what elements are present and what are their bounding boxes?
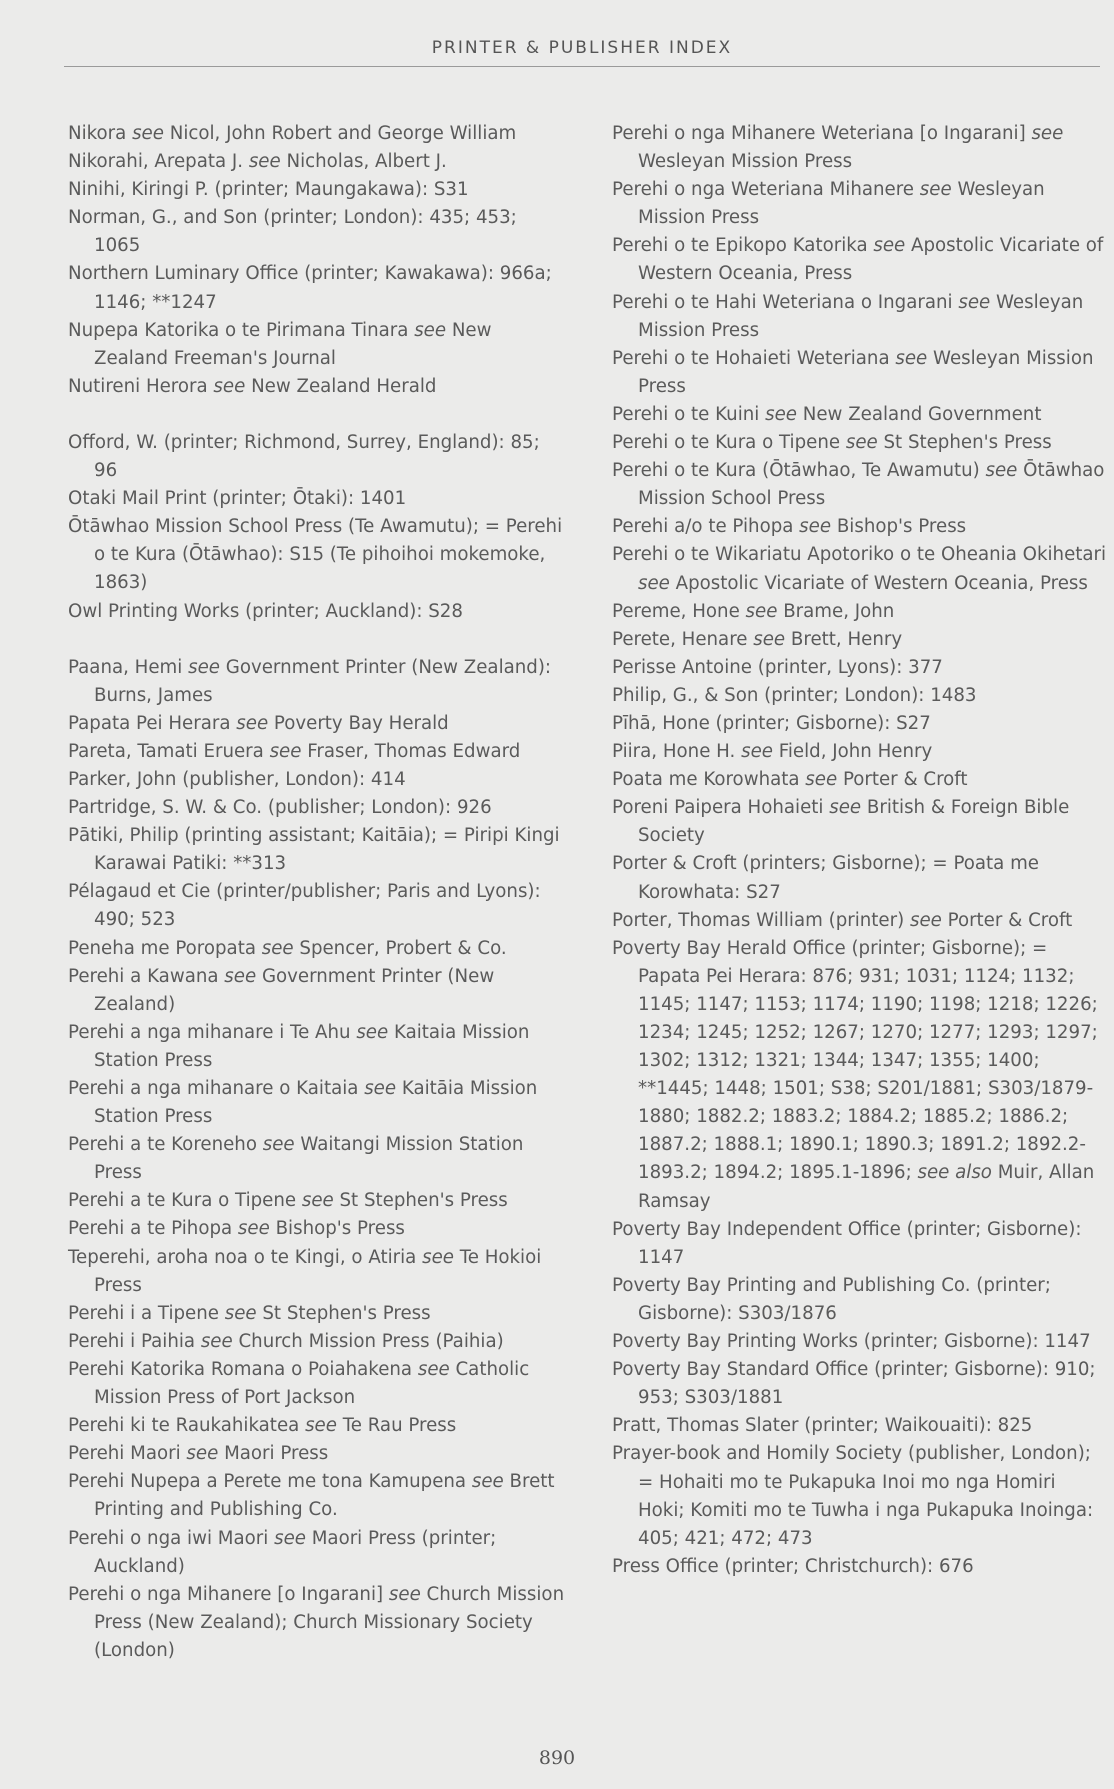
- entry-target: Catholic Mission Press of Port Jackson: [94, 1358, 530, 1409]
- see-reference: see: [132, 123, 164, 144]
- see-reference: see: [236, 712, 269, 734]
- index-entry: [612, 682, 1107, 710]
- entry-heading: Perehi o nga iwi Maori: [68, 1527, 275, 1549]
- see-reference: see: [224, 1302, 257, 1324]
- see-reference: see: [213, 375, 246, 397]
- entry-target: Porter & Croft: [941, 909, 1073, 931]
- index-entry: [68, 204, 568, 260]
- entry-heading: Perehi Maori: [68, 1443, 187, 1465]
- entry-target: New Zealand Freeman's Journal: [94, 319, 492, 369]
- see-reference: see: [741, 741, 773, 763]
- entry-target: Brett, Henry: [785, 628, 903, 650]
- entry-heading: Perehi ki te Raukahikatea: [68, 1415, 306, 1437]
- entry-target: Maori Press (printer; Auckland): [94, 1527, 497, 1577]
- index-entry: [612, 1440, 1107, 1552]
- index-entry: [612, 738, 1107, 766]
- see-reference: see: [805, 769, 838, 791]
- index-entry: [68, 373, 568, 401]
- entry-target: Ōtāwhao Mission School Press: [638, 460, 1105, 510]
- entry-heading: Nikorahi, Arepata J.: [68, 151, 249, 173]
- entry-heading: Pareta, Tamati Eruera: [68, 740, 270, 762]
- entry-target: Government Printer (New Zealand): [94, 965, 495, 1015]
- index-entry: [612, 541, 1107, 597]
- entry-heading: Pātiki, Philip (printing assistant; Kaitāia); = Piripi Kingi Karawai Patiki: **313: [68, 825, 560, 875]
- index-column-right: [612, 120, 1107, 1581]
- see-reference: see: [305, 1415, 337, 1437]
- index-column-left: [68, 120, 568, 1665]
- index-entry: [68, 766, 568, 794]
- see-reference: see: [958, 291, 991, 313]
- index-entry: [68, 963, 568, 1019]
- entry-heading: Ninihi, Kiringi P. (printer; Maungakawa): S31: [68, 179, 469, 201]
- index-entry: [68, 1187, 568, 1215]
- see-reference: see: [829, 797, 862, 819]
- section-gap: [68, 401, 568, 429]
- index-entry: [612, 1216, 1107, 1272]
- index-entry: [68, 654, 568, 710]
- entry-heading: Philip, G., & Son (printer; London): 1483: [612, 684, 977, 706]
- see-reference: see: [262, 1134, 295, 1156]
- index-entry: [68, 1328, 568, 1356]
- see-reference: see: [274, 1527, 306, 1549]
- entry-heading: Porter & Croft (printers; Gisborne); = Poata me Korowhata: S27: [612, 853, 1039, 903]
- entry-heading: Poata me Korowhata: [612, 769, 806, 791]
- index-entry: [612, 1553, 1107, 1581]
- entry-heading: Perehi a te Kura o Tipene: [68, 1190, 302, 1212]
- entry-heading: Perehi a/o te Pihopa: [612, 516, 800, 538]
- entry-heading: Perehi a te Koreneho: [68, 1134, 263, 1156]
- entry-target: Wesleyan Mission Press: [638, 347, 1094, 397]
- see-reference: see: [753, 628, 786, 650]
- entry-target: Government Printer (New Zealand): Burns, James: [94, 656, 552, 706]
- entry-target: Brame, John: [777, 600, 895, 622]
- index-entry: [612, 1412, 1107, 1440]
- section-gap: [68, 626, 568, 654]
- index-entry: [612, 598, 1107, 626]
- index-entry: [68, 1525, 568, 1581]
- entry-target: Nicholas, Albert J.: [280, 151, 447, 173]
- entry-heading: Perehi o te Epikopo Katorika: [612, 235, 874, 257]
- entry-heading: Poverty Bay Independent Office (printer; Gisborne): 1147: [612, 1218, 1082, 1268]
- see-reference: see also: [917, 1162, 992, 1184]
- index-entry: [612, 457, 1107, 513]
- entry-heading: Perehi a Kawana: [68, 965, 225, 987]
- see-reference: see: [765, 403, 797, 425]
- entry-target: Bishop's Press: [269, 1218, 405, 1240]
- entry-heading: Perisse Antoine (printer, Lyons): 377: [612, 656, 943, 678]
- see-reference: see: [422, 1246, 454, 1268]
- entry-heading: Perehi i a Tipene: [68, 1302, 225, 1324]
- entry-heading: Perehi o nga Weteriana Mihanere: [612, 179, 920, 201]
- entry-heading: Norman, G., and Son (printer; London): 435; 453; 1065: [68, 207, 517, 257]
- index-entry: [68, 120, 568, 148]
- index-entry: [612, 345, 1107, 401]
- entry-heading: Press Office (printer; Christchurch): 676: [612, 1555, 974, 1577]
- see-reference: see: [261, 937, 294, 959]
- entry-target: British & Foreign Bible Society: [638, 797, 1070, 847]
- entry-target: Apostolic Vicariate of Western Oceania, Press: [638, 235, 1104, 285]
- entry-heading: Perehi o te Hahi Weteriana o Ingarani: [612, 291, 959, 313]
- entry-heading: Piira, Hone H.: [612, 741, 742, 763]
- entry-target: Field, John Henry: [772, 741, 933, 763]
- index-entry: [68, 1019, 568, 1075]
- entry-target: Wesleyan Mission Press: [638, 291, 1084, 341]
- index-entry: [68, 738, 568, 766]
- entry-heading: Perehi a te Pihopa: [68, 1218, 238, 1240]
- see-reference: see: [799, 516, 832, 538]
- index-entry: [612, 626, 1107, 654]
- entry-heading: Papata Pei Herara: [68, 712, 237, 734]
- entry-heading: Offord, W. (printer; Richmond, Surrey, England): 85; 96: [68, 431, 540, 482]
- entry-target: Porter & Croft: [837, 769, 968, 791]
- entry-heading: Perete, Henare: [612, 628, 754, 650]
- index-entry: [612, 232, 1107, 288]
- see-reference: see: [417, 1358, 450, 1380]
- see-reference: see: [224, 965, 257, 987]
- entry-target: Bishop's Press: [831, 516, 967, 538]
- index-entry: [68, 1440, 568, 1468]
- entry-target: Maori Press: [218, 1443, 329, 1465]
- see-reference: see: [745, 600, 778, 622]
- entry-heading: Perehi a nga mihanare o Kaitaia: [68, 1078, 365, 1099]
- see-reference: see: [919, 179, 952, 201]
- entry-heading: Nupepa Katorika o te Pirimana Tinara: [68, 319, 415, 341]
- index-entry: [68, 878, 568, 934]
- see-reference: see: [364, 1078, 397, 1099]
- entry-target: Church Mission Press (Paihia): [232, 1330, 504, 1352]
- index-entry: [68, 822, 568, 878]
- index-entry: [612, 429, 1107, 457]
- entry-heading: Nikora: [68, 123, 133, 144]
- running-header: PRINTER & PUBLISHER INDEX: [64, 38, 1100, 67]
- index-entry: [68, 935, 568, 963]
- index-entry: [68, 1468, 568, 1524]
- entry-heading: Partridge, S. W. & Co. (publisher; London): 926: [68, 797, 492, 819]
- see-reference: see: [248, 151, 281, 173]
- entry-target: Te Rau Press: [336, 1415, 457, 1437]
- entry-target: Fraser, Thomas Edward: [301, 740, 521, 762]
- see-reference: see: [414, 319, 447, 341]
- index-entry: [612, 289, 1107, 345]
- entry-heading: Peneha me Poropata: [68, 937, 262, 959]
- index-entry: [612, 654, 1107, 682]
- entry-target: Muir, Allan Ramsay: [638, 1162, 1095, 1212]
- entry-target: Waitangi Mission Station Press: [94, 1134, 524, 1184]
- entry-target: Nicol, John Robert and George William: [163, 123, 517, 144]
- entry-heading: Perehi i Paihia: [68, 1330, 201, 1352]
- see-reference: see: [471, 1471, 504, 1493]
- entry-target: St Stephen's Press: [333, 1190, 508, 1212]
- index-entry: [68, 1356, 568, 1412]
- index-entry: [612, 766, 1107, 794]
- index-entry: [68, 1215, 568, 1243]
- entry-target: Church Mission Press (New Zealand); Church Missionary Society (London): [94, 1583, 565, 1661]
- index-entry: [612, 401, 1107, 429]
- index-entry: [612, 176, 1107, 232]
- index-entry: [68, 148, 568, 176]
- see-reference: see: [638, 572, 670, 594]
- see-reference: see: [186, 1443, 219, 1465]
- index-entry: [612, 1356, 1107, 1412]
- see-reference: see: [895, 347, 928, 369]
- see-reference: see: [269, 740, 302, 762]
- index-entry: [612, 794, 1107, 850]
- see-reference: see: [845, 432, 878, 454]
- entry-heading: Perehi o te Kura (Ōtāwhao, Te Awamutu): [612, 460, 986, 482]
- page-number: 890: [538, 1747, 576, 1769]
- entry-target: Kaitaia Mission Station Press: [94, 1021, 530, 1071]
- entry-target: Kaitāia Mission Station Press: [94, 1078, 538, 1128]
- entry-heading: Nutireni Herora: [68, 375, 214, 397]
- entry-heading: Paana, Hemi: [68, 656, 189, 678]
- index-entry: [612, 1272, 1107, 1328]
- entry-heading: Pélagaud et Cie (printer/publisher; Paris and Lyons): 490; 523: [68, 881, 541, 931]
- entry-heading: Perehi o te Kura o Tipene: [612, 432, 846, 454]
- see-reference: see: [1031, 123, 1064, 144]
- index-entry: [612, 1328, 1107, 1356]
- index-entry: [68, 260, 568, 316]
- entry-heading: Perehi o te Wikariatu Apotoriko o te Oheania Okihetari: [612, 544, 1107, 566]
- entry-heading: Northern Luminary Office (printer; Kawakawa): 966a; 1146; **1247: [68, 263, 552, 313]
- index-entry: [68, 598, 568, 626]
- index-entry: [68, 1131, 568, 1187]
- see-reference: see: [237, 1218, 270, 1240]
- entry-heading: Prayer-book and Homily Society (publisher, London); = Hohaiti mo te Pukapuka Inoi mo nga Homiri Hoki; Komiti mo te Tuwha i nga Pukapuka Inoinga: 405; 421; 472; 473: [612, 1443, 1094, 1549]
- see-reference: see: [301, 1190, 334, 1212]
- index-entry: [612, 907, 1107, 935]
- see-reference: see: [356, 1021, 389, 1043]
- index-entry: [68, 176, 568, 204]
- entry-target: New Zealand Government: [796, 403, 1042, 425]
- index-entry: [68, 485, 568, 513]
- index-entry: [68, 317, 568, 373]
- see-reference: see: [188, 656, 220, 678]
- see-reference: see: [873, 235, 906, 257]
- entry-heading: Perehi o te Kuini: [612, 403, 766, 425]
- see-reference: see: [200, 1330, 233, 1352]
- index-entry: [68, 1300, 568, 1328]
- entry-heading: Perehi Katorika Romana o Poiahakena: [68, 1358, 418, 1380]
- entry-heading: Poverty Bay Standard Office (printer; Gisborne): 910; 953; S303/1881: [612, 1359, 1096, 1409]
- index-entry: [68, 1412, 568, 1440]
- entry-heading: Pereme, Hone: [612, 600, 746, 622]
- entry-heading: Otaki Mail Print (printer; Ōtaki): 1401: [68, 488, 407, 510]
- entry-heading: Poverty Bay Herald Office (printer; Gisborne); = Papata Pei Herara: 876; 931; 1031; 1124; 1132; 1145; 1147; 1153; 1174; 1190; 1198; 1218; 1226; 1234; 1245; 1252; 1267; 1270; 1277; 1293; 1297; 1302; 1312; 1321; 1344; 1347; 1355; 1400; **1445; 1448; 1501; S38; S201/1881; S303/1879-1880; 1882.2; 1883.2; 1884.2; 1885.2; 1886.2; 1887.2; 1888.1; 1890.1; 1890.3; 1891.2; 1892.2-1893.2; 1894.2; 1895.1-1896;: [612, 937, 1098, 1184]
- index-entry: [68, 1244, 568, 1300]
- index-entry: [68, 429, 568, 485]
- index-entry: [68, 710, 568, 738]
- see-reference: see: [909, 909, 942, 931]
- entry-target: St Stephen's Press: [256, 1302, 431, 1324]
- entry-target: Brett Printing and Publishing Co.: [94, 1471, 555, 1521]
- entry-heading: Perehi o te Hohaieti Weteriana: [612, 347, 896, 369]
- entry-target: Wesleyan Mission Press: [638, 179, 1045, 229]
- entry-heading: Ōtāwhao Mission School Press (Te Awamutu); = Perehi o te Kura (Ōtāwhao): S15 (Te pihoihoi mokemoke, 1863): [68, 516, 563, 594]
- entry-target: St Stephen's Press: [877, 432, 1052, 454]
- entry-target: Poverty Bay Herald: [268, 712, 449, 734]
- entry-heading: Teperehi, aroha noa o te Kingi, o Atiria: [68, 1246, 423, 1268]
- entry-heading: Perehi Nupepa a Perete me tona Kamupena: [68, 1471, 472, 1493]
- see-reference: see: [985, 460, 1018, 482]
- entry-target: Spencer, Probert & Co.: [293, 937, 507, 959]
- index-entry: [68, 1075, 568, 1131]
- index-entry: [612, 120, 1107, 176]
- index-entry: [612, 850, 1107, 906]
- entry-heading: Poverty Bay Printing Works (printer; Gisborne): 1147: [612, 1331, 1091, 1353]
- entry-target: Te Hokioi Press: [94, 1246, 542, 1296]
- entry-heading: Perehi a nga mihanare i Te Ahu: [68, 1021, 357, 1043]
- entry-heading: Perehi o nga Mihanere [o Ingarani]: [68, 1583, 389, 1605]
- entry-heading: Pīhā, Hone (printer; Gisborne): S27: [612, 712, 931, 734]
- index-entry: [612, 710, 1107, 738]
- entry-heading: Poverty Bay Printing and Publishing Co. (printer; Gisborne): S303/1876: [612, 1274, 1051, 1324]
- entry-heading: Perehi o nga Mihanere Weteriana [o Ingarani]: [612, 123, 1032, 144]
- entry-target: Wesleyan Mission Press: [638, 151, 853, 173]
- index-entry: [68, 794, 568, 822]
- see-reference: see: [388, 1583, 421, 1605]
- index-entry: [612, 513, 1107, 541]
- entry-heading: Parker, John (publisher, London): 414: [68, 768, 406, 790]
- entry-heading: Porter, Thomas William (printer): [612, 909, 910, 931]
- entry-heading: Owl Printing Works (printer; Auckland): S28: [68, 600, 463, 622]
- entry-heading: Poreni Paipera Hohaieti: [612, 797, 830, 819]
- entry-target: New Zealand Herald: [245, 375, 437, 397]
- entry-target: Apostolic Vicariate of Western Oceania, Press: [669, 572, 1088, 594]
- index-entry: [68, 1581, 568, 1665]
- entry-heading: Pratt, Thomas Slater (printer; Waikouaiti): 825: [612, 1415, 1033, 1437]
- index-entry: [612, 935, 1107, 1216]
- index-entry: [68, 513, 568, 597]
